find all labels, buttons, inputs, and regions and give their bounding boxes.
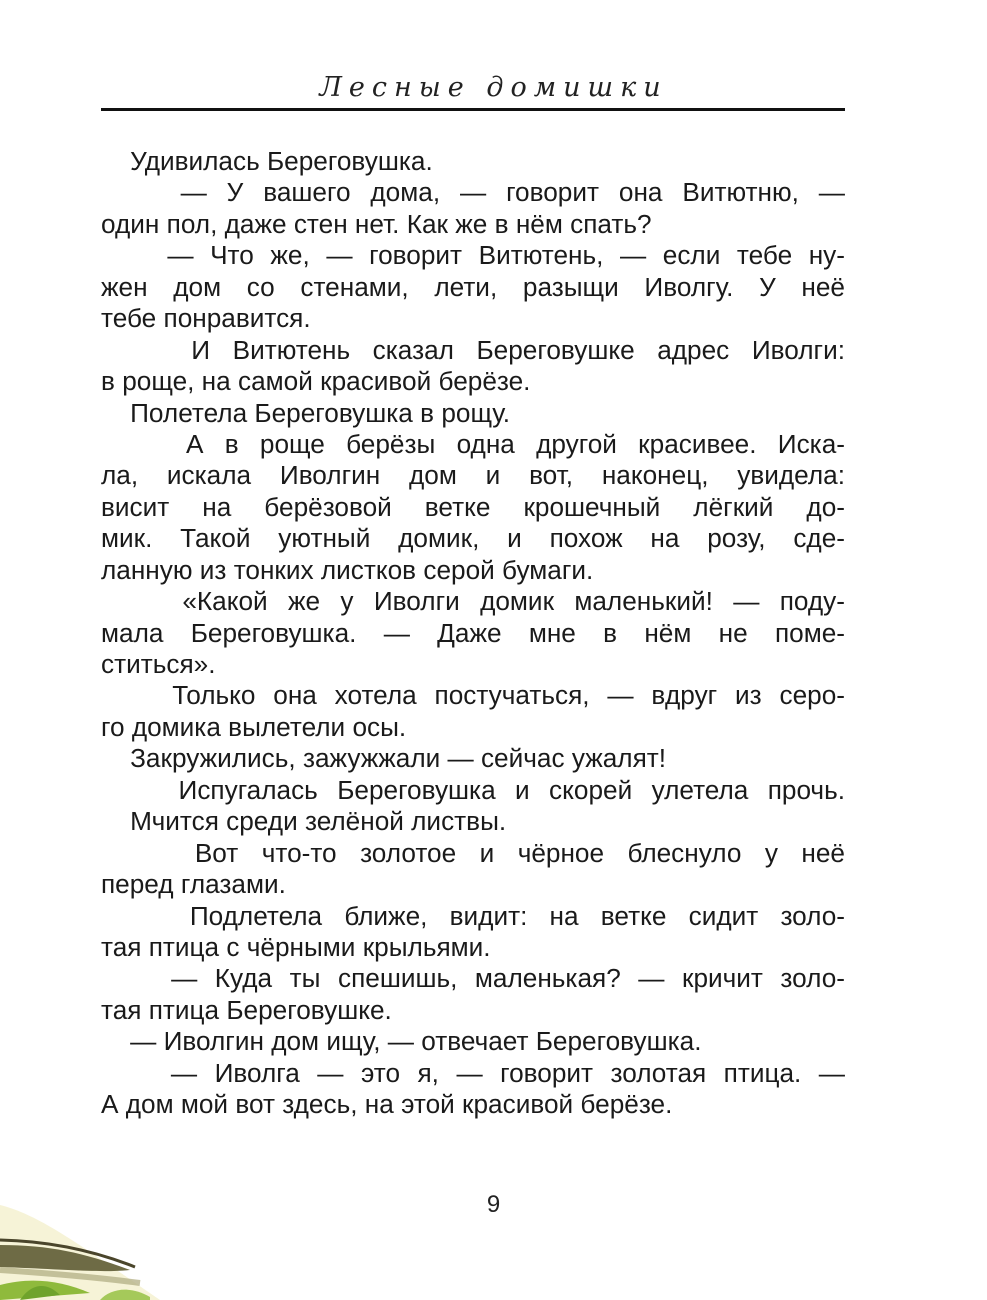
text-line: жен дом со стенами, лети, разыщи Иволгу. У неё — [101, 271, 845, 302]
text-line: Вот что-то золотое и чёрное блеснуло у неё — [101, 837, 845, 868]
text-line: в роще, на самой красивой берёзе. — [101, 366, 531, 397]
text-line: висит на берёзовой ветке крошечный лёгкий до- — [101, 491, 845, 522]
text-line: тая птица с чёрными крыльями. — [101, 931, 491, 962]
text-line: Закружились, зажужжали — сейчас ужалят! — [101, 743, 667, 774]
text-line: ланную из тонких листков серой бумаги. — [101, 554, 594, 585]
text-line: А дом мой вот здесь, на этой красивой берёзе. — [101, 1089, 673, 1120]
text-line: — Что же, — говорит Витютень, — если тебе ну- — [101, 240, 845, 271]
page-number: 9 — [486, 1191, 501, 1218]
text-line: — У вашего дома, — говорит она Витютню, — — [101, 177, 845, 208]
text-line: А в роще берёзы одна другой красивее. Иска- — [101, 428, 845, 459]
text-line: тая птица Береговушке. — [101, 994, 392, 1025]
text-line: Полетела Береговушка в рощу. — [101, 397, 511, 428]
branch-illustration — [0, 1185, 160, 1300]
text-line: ла, искала Иволгин дом и вот, наконец, увидела: — [101, 460, 845, 491]
text-line: мик. Такой уютный домик, и похож на розу, сде- — [101, 523, 845, 554]
text-line: Удивилась Береговушка. — [101, 146, 433, 176]
text-line: — Иволга — это я, — говорит золотая птица. — — [101, 1057, 845, 1088]
text-line: перед глазами. — [101, 869, 286, 900]
text-line: один пол, даже стен нет. Как же в нём спать? — [101, 208, 652, 239]
text-line: Испугалась Береговушка и скорей улетела прочь. — [101, 774, 845, 805]
text-line: Подлетела ближе, видит: на ветке сидит золо- — [101, 900, 845, 931]
text-line: ститься». — [101, 649, 216, 679]
text-line: — Иволгин дом ищу, — отвечает Береговушка. — [101, 1026, 702, 1057]
text-line: — Куда ты спешишь, маленькая? — кричит золо- — [101, 963, 845, 994]
text-line: «Какой же у Иволги домик маленький! — поду- — [101, 586, 845, 617]
text-line: Только она хотела постучаться, — вдруг из серо- — [101, 680, 845, 711]
text-line: мала Береговушка. — Даже мне в нём не поме- — [101, 617, 845, 648]
text-line: Мчится среди зелёной листвы. — [101, 806, 507, 837]
header-rule — [101, 108, 845, 111]
running-head-title: Лесные домишки — [319, 72, 668, 103]
text-line: тебе понравится. — [101, 303, 311, 334]
text-line: И Витютень сказал Береговушке адрес Иволги: — [101, 334, 845, 365]
story-text — [101, 146, 845, 1121]
text-line: го домика вылетели осы. — [101, 711, 407, 742]
